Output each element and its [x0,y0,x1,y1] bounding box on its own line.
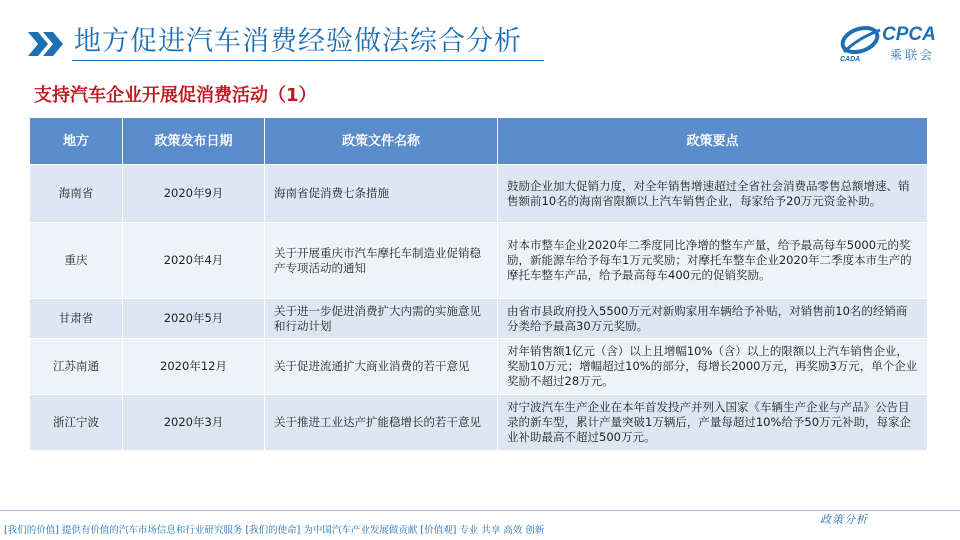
footer-section-label: 政策分析 [820,513,868,526]
cell-name: 关于促进流通扩大商业消费的若干意见 [265,339,498,395]
cell-date: 2020年5月 [123,299,265,339]
cpca-logo [838,20,942,64]
table-row [30,395,928,451]
cell-points: 对年销售额1亿元（含）以上且增幅10%（含）以上的限额以上汽车销售企业，奖励10万元；增幅超过10%的部分，每增长2000万元，再奖励3万元，单个企业奖励不超过28万元。 [498,339,928,395]
chevron-right-icon [26,30,66,58]
cell-date: 2020年4月 [123,223,265,299]
footer-divider [0,510,960,511]
cell-points: 对本市整车企业2020年二季度同比净增的整车产量，给予最高每车5000元的奖励，新能源车给予每车1万元奖励；对摩托车整车企业2020年二季度本市生产的摩托车整车产品，给予最高每车400元的促销奖励。 [498,223,928,299]
policy-table [29,117,928,451]
title-underline [72,60,544,61]
cell-date: 2020年3月 [123,395,265,451]
cell-points: 鼓励企业加大促销力度，对全年销售增速超过全省社会消费品零售总额增速、销售额前10名的海南省限额以上汽车销售企业，每家给予20万元资金补助。 [498,165,928,223]
table-header-row [30,118,928,165]
page-title: 地方促进汽车消费经验做法综合分析 [74,26,522,57]
footer-mission-text: [我们的价值] 提供有价值的汽车市场信息和行业研究服务 [我们的使命] 为中国汽车产业发展做贡献 [价值观] 专业 共享 高效 创新 [4,525,545,536]
cell-points: 对宁波汽车生产企业在本年首发投产并列入国家《车辆生产企业与产品》公告目录的新车型，累计产量突破1万辆后，产量每超过10%给予50万元补助，每家企业补助最高不超过500万元。 [498,395,928,451]
cell-name: 关于进一步促进消费扩大内需的实施意见和行动计划 [265,299,498,339]
logo-sub-text: CADA [840,56,861,62]
table-row [30,339,928,395]
cell-region: 重庆 [30,223,123,299]
logo-text: CPCA [882,24,936,45]
column-header-points: 政策要点 [498,118,928,165]
cell-region: 江苏南通 [30,339,123,395]
cell-name: 关于推进工业达产扩能稳增长的若干意见 [265,395,498,451]
table-row [30,165,928,223]
cell-date: 2020年12月 [123,339,265,395]
cell-region: 海南省 [30,165,123,223]
column-header-name: 政策文件名称 [265,118,498,165]
table-row [30,223,928,299]
cell-region: 浙江宁波 [30,395,123,451]
cell-name: 海南省促消费七条措施 [265,165,498,223]
cell-name: 关于开展重庆市汽车摩托车制造业促销稳产专项活动的通知 [265,223,498,299]
logo-swoosh-icon [838,22,884,62]
column-header-date: 政策发布日期 [123,118,265,165]
column-header-region: 地方 [30,118,123,165]
cell-region: 甘肃省 [30,299,123,339]
cell-date: 2020年9月 [123,165,265,223]
cell-points: 由省市县政府投入5500万元对新购家用车辆给予补贴，对销售前10名的经销商分类给予最高30万元奖励。 [498,299,928,339]
section-subtitle: 支持汽车企业开展促消费活动（1） [34,85,317,106]
logo-cn-text: 乘联会 [890,48,936,62]
table-row [30,299,928,339]
